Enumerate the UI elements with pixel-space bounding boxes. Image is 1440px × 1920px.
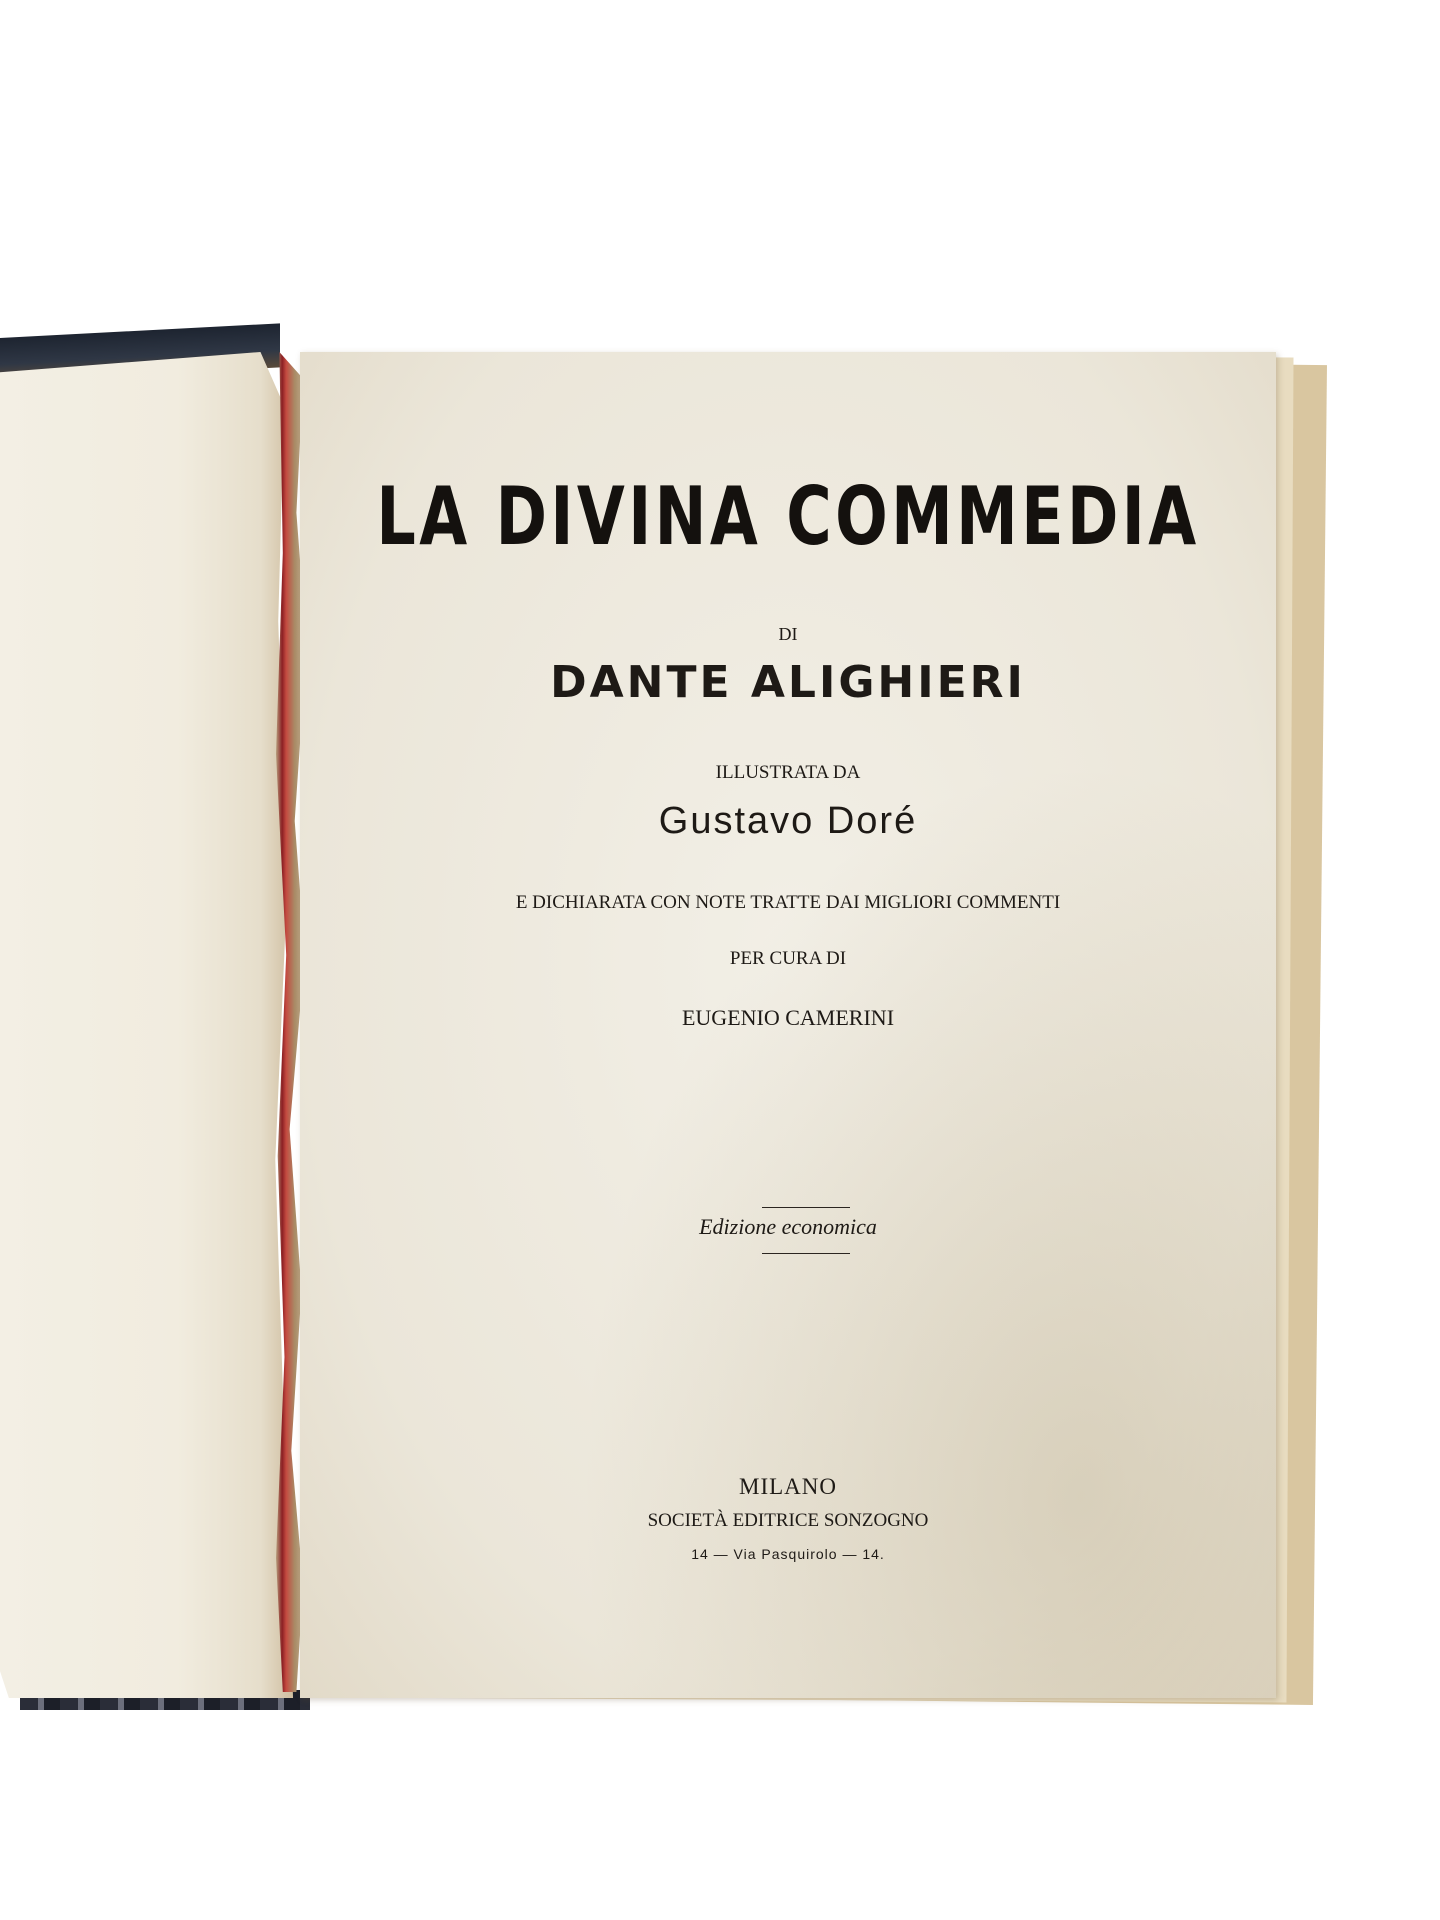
editor-name: EUGENIO CAMERINI — [681, 1005, 895, 1030]
divider-rule — [762, 1253, 850, 1254]
by-line: DI — [778, 624, 798, 644]
annotation-note: E DICHIARATA CON NOTE TRATTE DAI MIGLIORI COMMENTI — [515, 892, 1061, 913]
title-page — [300, 352, 1276, 1698]
book-title: LA DIVINA COMMEDIA — [376, 470, 1200, 563]
edition-label: Edizione economica — [699, 1214, 877, 1239]
author-name: DANTE ALIGHIERI — [550, 657, 1026, 708]
publication-city: MILANO — [739, 1474, 837, 1499]
edited-by-label: PER CURA DI — [729, 948, 847, 969]
illustrated-by-label: ILLUSTRATA DA — [715, 762, 861, 783]
publisher-address: 14 — Via Pasquirolo — 14. — [691, 1546, 885, 1562]
divider-rule — [762, 1207, 850, 1208]
blank-endpaper — [0, 352, 296, 1698]
illustrator-name: Gustavo Doré — [658, 800, 918, 842]
publisher-name: SOCIETÀ EDITRICE SONZOGNO — [647, 1510, 929, 1531]
